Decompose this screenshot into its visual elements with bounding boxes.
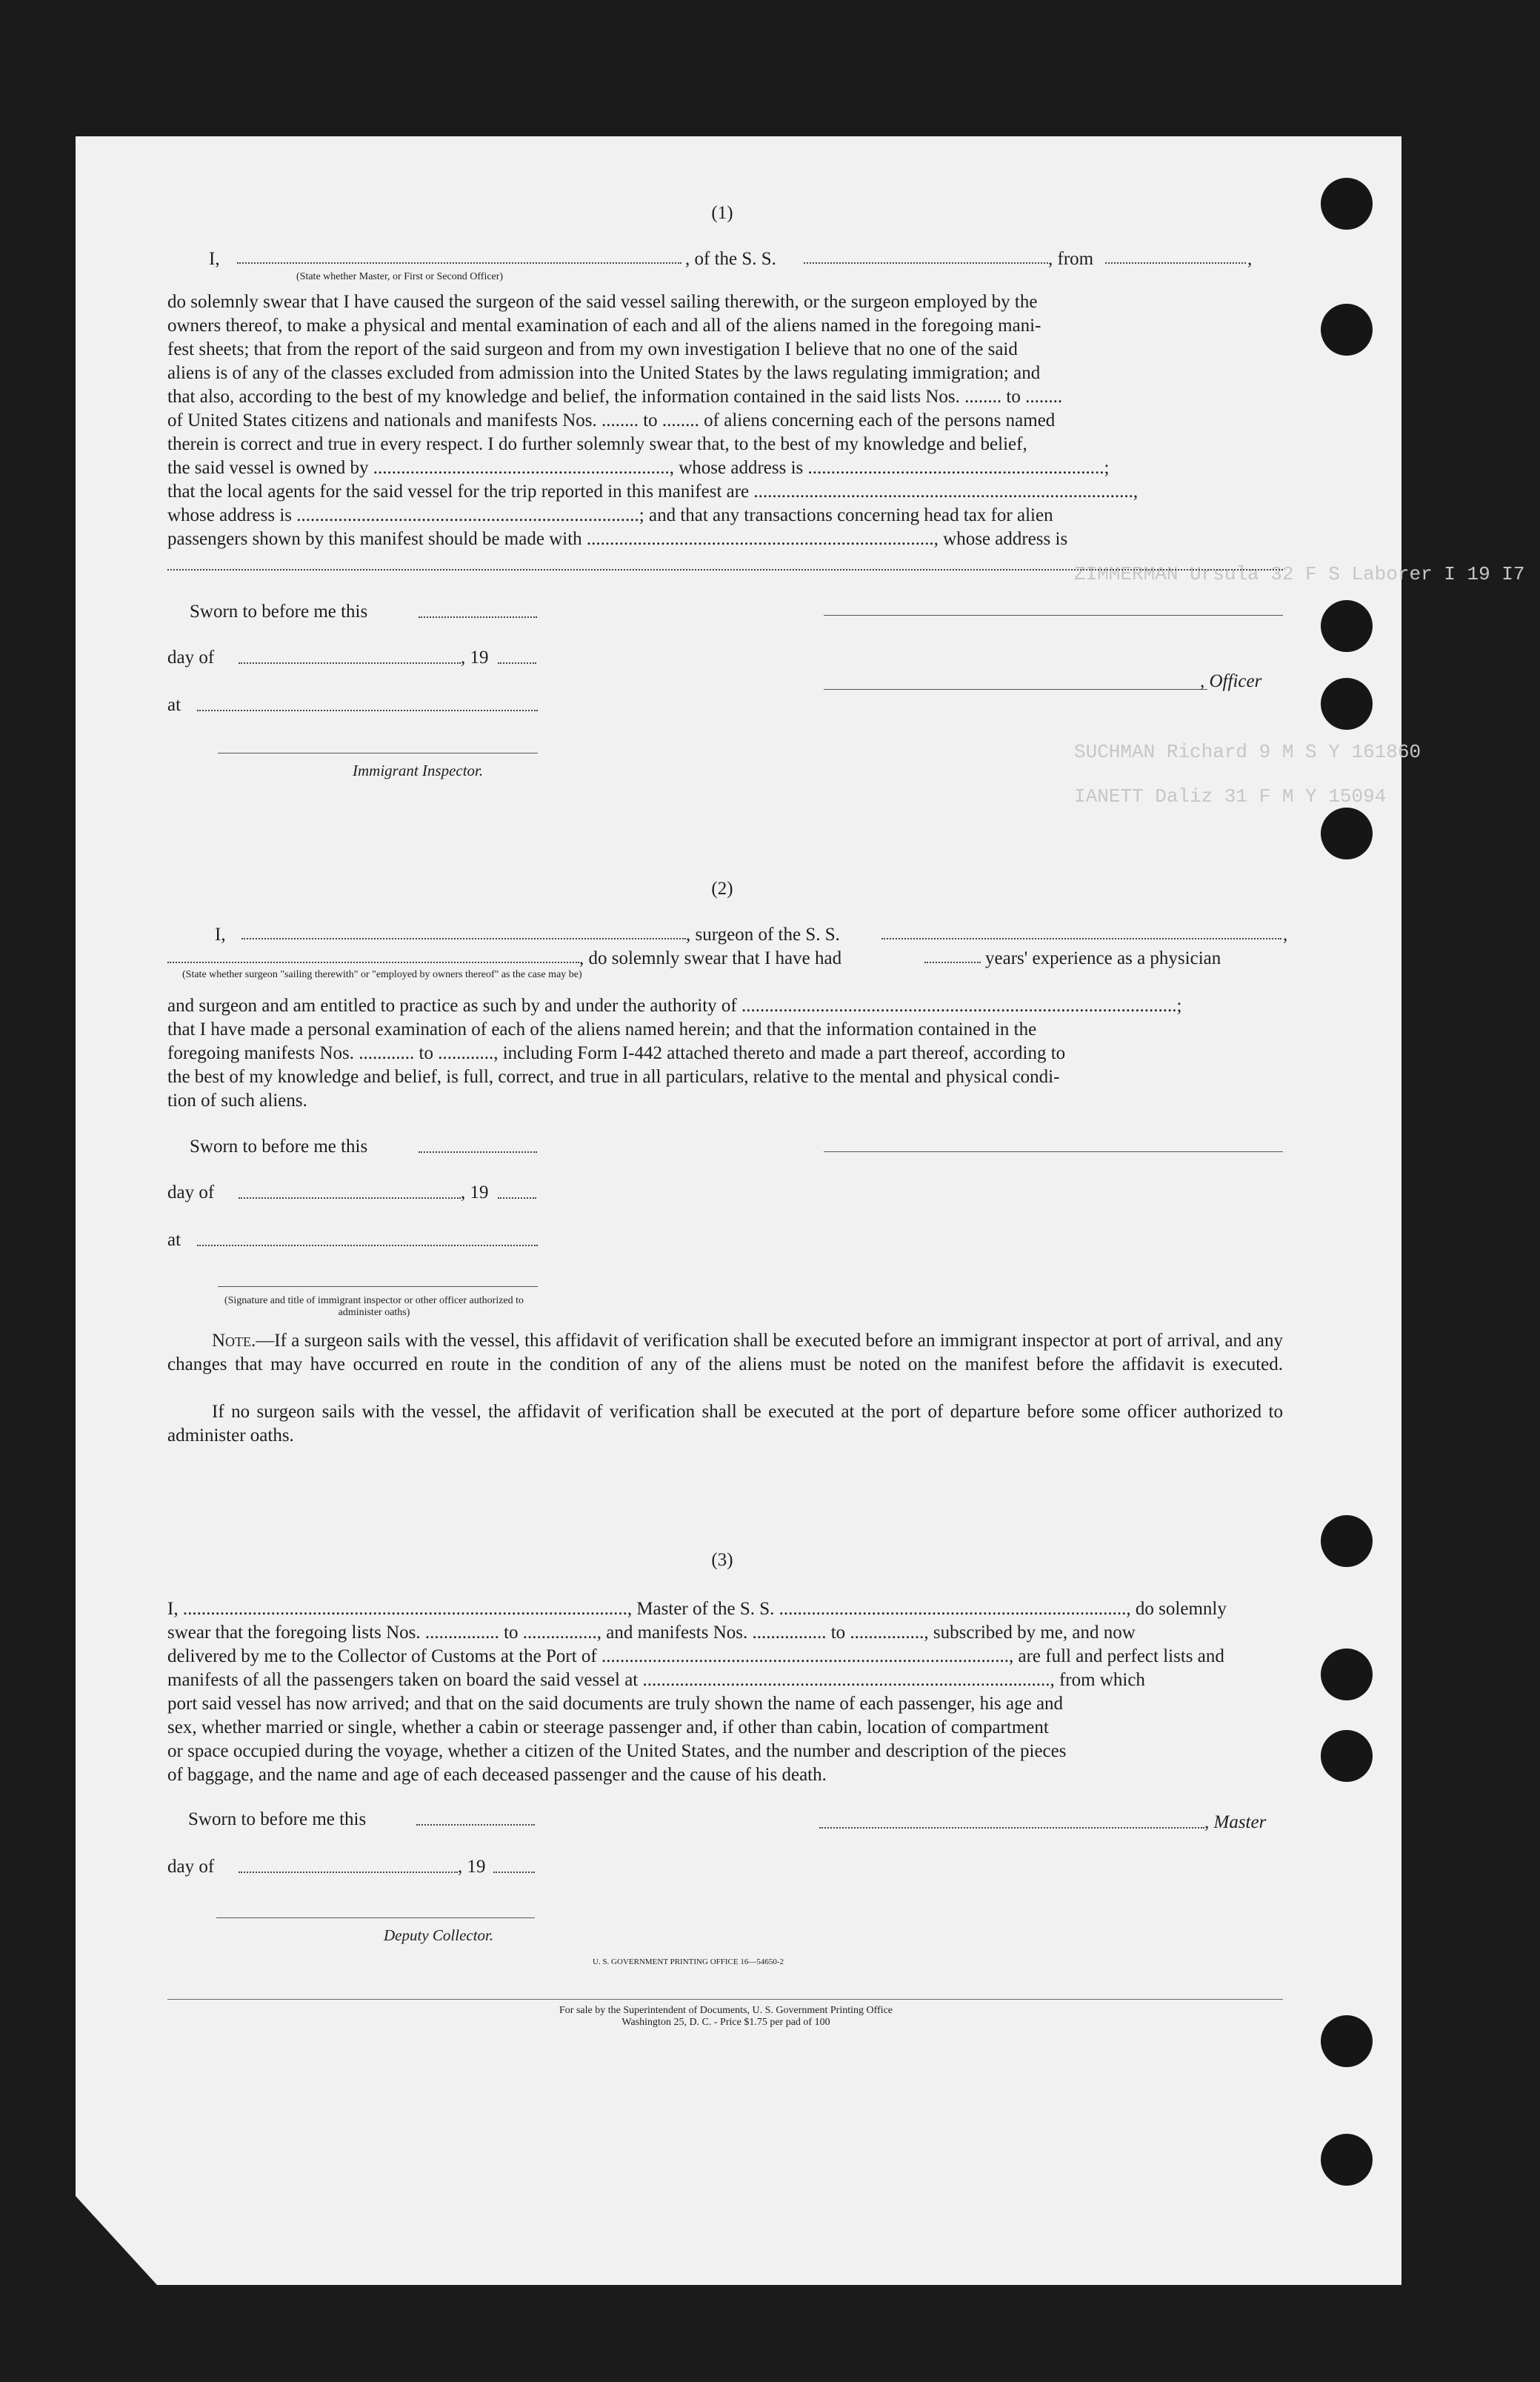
para-line: the said vessel is owned by ................................................................, whose address is ................................................................;	[167, 458, 1110, 478]
para-line: manifests of all the passengers taken on board the said vessel at ........................................................................................, from which	[167, 1670, 1145, 1690]
sworn-date-field[interactable]	[419, 1151, 537, 1153]
para-line: and surgeon and am entitled to practice as such by and under the authority of ..............................................................................................;	[167, 996, 1182, 1016]
para-line: that I have made a personal examination of each of the aliens named herein; and that the information contained in the	[167, 1019, 1037, 1039]
at-place-field[interactable]	[197, 1245, 538, 1246]
para-line: sex, whether married or single, whether a cabin or steerage passenger and, if other than cabin, location of compartment	[167, 1717, 1049, 1737]
note-master: (State whether Master, or First or Second Officer)	[296, 271, 504, 282]
inspector-label: Immigrant Inspector.	[353, 762, 484, 779]
para-line: foregoing manifests Nos. ............ to ............, including Form I-442 attached thereto and made a part thereof, according to	[167, 1043, 1066, 1063]
sworn-label: Sworn to before me this	[188, 1809, 367, 1829]
officer-name-line[interactable]	[824, 689, 1207, 690]
departure-port-field[interactable]	[1105, 262, 1246, 264]
agent-address-field[interactable]	[167, 569, 1283, 570]
para-line: swear that the foregoing lists Nos. ................ to ................, and manifests Nos. ................ to ................, subscribed by me, and now	[167, 1623, 1136, 1643]
sworn-date-field[interactable]	[419, 616, 537, 618]
printing-office-imprint: U. S. GOVERNMENT PRINTING OFFICE 16—54650-2	[593, 1957, 784, 1966]
year-field[interactable]	[498, 662, 536, 664]
master-label: , Master	[1204, 1812, 1267, 1832]
surgeon-signature-line[interactable]	[824, 1151, 1283, 1152]
para-line: therein is correct and true in every respect. I do further solemnly swear that, to the best of my knowledge and belief,	[167, 434, 1027, 454]
punch-hole	[1321, 678, 1373, 730]
bleed-through-text: SUCHMAN Richard 9 M S Y 161860	[1074, 741, 1421, 763]
note2-paragraph: If no surgeon sails with the vessel, the affidavit of verification shall be executed at the port of departure before some officer authorized to administer oaths.	[167, 1402, 1283, 1445]
day-of-label: day of	[167, 648, 215, 668]
punch-hole	[1321, 1730, 1373, 1782]
para-line: of United States citizens and nationals and manifests Nos. ........ to ........ of aliens concerning each of the persons named	[167, 410, 1056, 430]
year-field[interactable]	[498, 1197, 536, 1199]
at-label: at	[167, 1230, 181, 1250]
para-line: delivered by me to the Collector of Customs at the Port of ........................................................................................, are full and perfect lists and	[167, 1646, 1224, 1666]
inspector-signature-line[interactable]	[218, 1286, 538, 1287]
label-i: I,	[209, 249, 220, 269]
footer-divider	[167, 1999, 1283, 2000]
para-line: I, ................................................................................................, Master of the S. S. ..........................................................................., do solemnly	[167, 1599, 1227, 1619]
master-signature-line[interactable]	[819, 1827, 1204, 1829]
surgeon-status-field[interactable]	[167, 962, 579, 963]
sale-line-2: Washington 25, D. C. - Price $1.75 per pad of 100	[621, 2017, 830, 2028]
note-surgeon: (State whether surgeon "sailing therewith" or "employed by owners thereof" as the case may be)	[182, 969, 582, 980]
day-of-field[interactable]	[239, 1197, 461, 1199]
bleed-through-text: IANETT Daliz 31 F M Y 15094	[1074, 785, 1387, 808]
para-line: that also, according to the best of my knowledge and belief, the information contained in the said lists Nos. ........ to ........	[167, 387, 1063, 407]
vessel-name-field[interactable]	[804, 262, 1048, 264]
day-of-field[interactable]	[239, 1872, 458, 1873]
officer-signature-line[interactable]	[824, 615, 1283, 616]
sworn-label: Sworn to before me this	[190, 1137, 368, 1157]
para-line: or space occupied during the voyage, whether a citizen of the United States, and the number and description of the pieces	[167, 1741, 1067, 1761]
para-line: do solemnly swear that I have caused the surgeon of the said vessel sailing therewith, or the surgeon employed by the	[167, 292, 1038, 312]
day-of-field[interactable]	[239, 662, 461, 664]
sworn-label: Sworn to before me this	[190, 602, 368, 622]
day-of-label: day of	[167, 1182, 215, 1202]
para-line: owners thereof, to make a physical and mental examination of each and all of the aliens named in the foregoing mani-	[167, 316, 1041, 336]
para-line: port said vessel has now arrived; and that on the said documents are truly shown the name of each passenger, his age and	[167, 1694, 1064, 1714]
sworn-date-field[interactable]	[416, 1824, 535, 1826]
section-3-number: (3)	[711, 1550, 733, 1570]
collector-signature-line[interactable]	[216, 1917, 535, 1918]
punch-hole	[1321, 2134, 1373, 2186]
section-1-number: (1)	[711, 203, 733, 223]
punch-hole	[1321, 178, 1373, 230]
year-field[interactable]	[493, 1872, 535, 1873]
at-place-field[interactable]	[197, 710, 538, 711]
punch-hole	[1321, 304, 1373, 356]
note-paragraph: Note.—If a surgeon sails with the vessel, this affidavit of verification shall be executed before an immigrant inspector at port of arrival, and any changes that may have occurred en route in the condition of any of the aliens must be noted on the manifest before the affidavit is executed.	[167, 1331, 1283, 1374]
punch-hole	[1321, 2015, 1373, 2067]
section-2-number: (2)	[711, 879, 733, 899]
label-of-ss: , of the S. S.	[685, 249, 776, 269]
surgeon-name-field[interactable]	[241, 938, 686, 939]
deputy-collector-label: Deputy Collector.	[384, 1926, 494, 1944]
years-experience-field[interactable]	[924, 962, 981, 963]
officer-label: , Officer	[1200, 671, 1262, 691]
master-title-field[interactable]	[237, 262, 681, 264]
para-line: of baggage, and the name and age of each deceased passenger and the cause of his death.	[167, 1765, 827, 1785]
punch-hole	[1321, 600, 1373, 652]
para-line: whose address is ..........................................................................; and that any transactions concerning head tax for alien	[167, 505, 1053, 525]
bleed-through-text: ZIMMERMAN Ursula 32 F S Laborer I 19 I7	[1074, 563, 1525, 585]
surgeon-vessel-field[interactable]	[881, 938, 1281, 939]
signature-note: (Signature and title of immigrant inspector or other officer authorized to administer oaths)	[224, 1295, 524, 1318]
para-line: aliens is of any of the classes excluded from admission into the United States by the laws regulating immigration; and	[167, 363, 1041, 383]
punch-hole	[1321, 1649, 1373, 1700]
para-line: passengers shown by this manifest should be made with ..........................................................................., whose address is	[167, 529, 1068, 549]
para-line: tion of such aliens.	[167, 1091, 307, 1111]
para-line: the best of my knowledge and belief, is full, correct, and true in all particulars, relative to the mental and physical condi-	[167, 1067, 1060, 1087]
punch-hole	[1321, 808, 1373, 859]
sale-line-1: For sale by the Superintendent of Documents, U. S. Government Printing Office	[559, 2005, 893, 2016]
para-line: that the local agents for the said vessel for the trip reported in this manifest are ..................................................................................,	[167, 482, 1139, 502]
punch-hole	[1321, 1515, 1373, 1567]
para-line: fest sheets; that from the report of the said surgeon and from my own investigation I believe that no one of the said	[167, 339, 1018, 359]
at-label: at	[167, 695, 181, 715]
label-from: , from	[1048, 249, 1094, 269]
day-of-label: day of	[167, 1857, 215, 1877]
